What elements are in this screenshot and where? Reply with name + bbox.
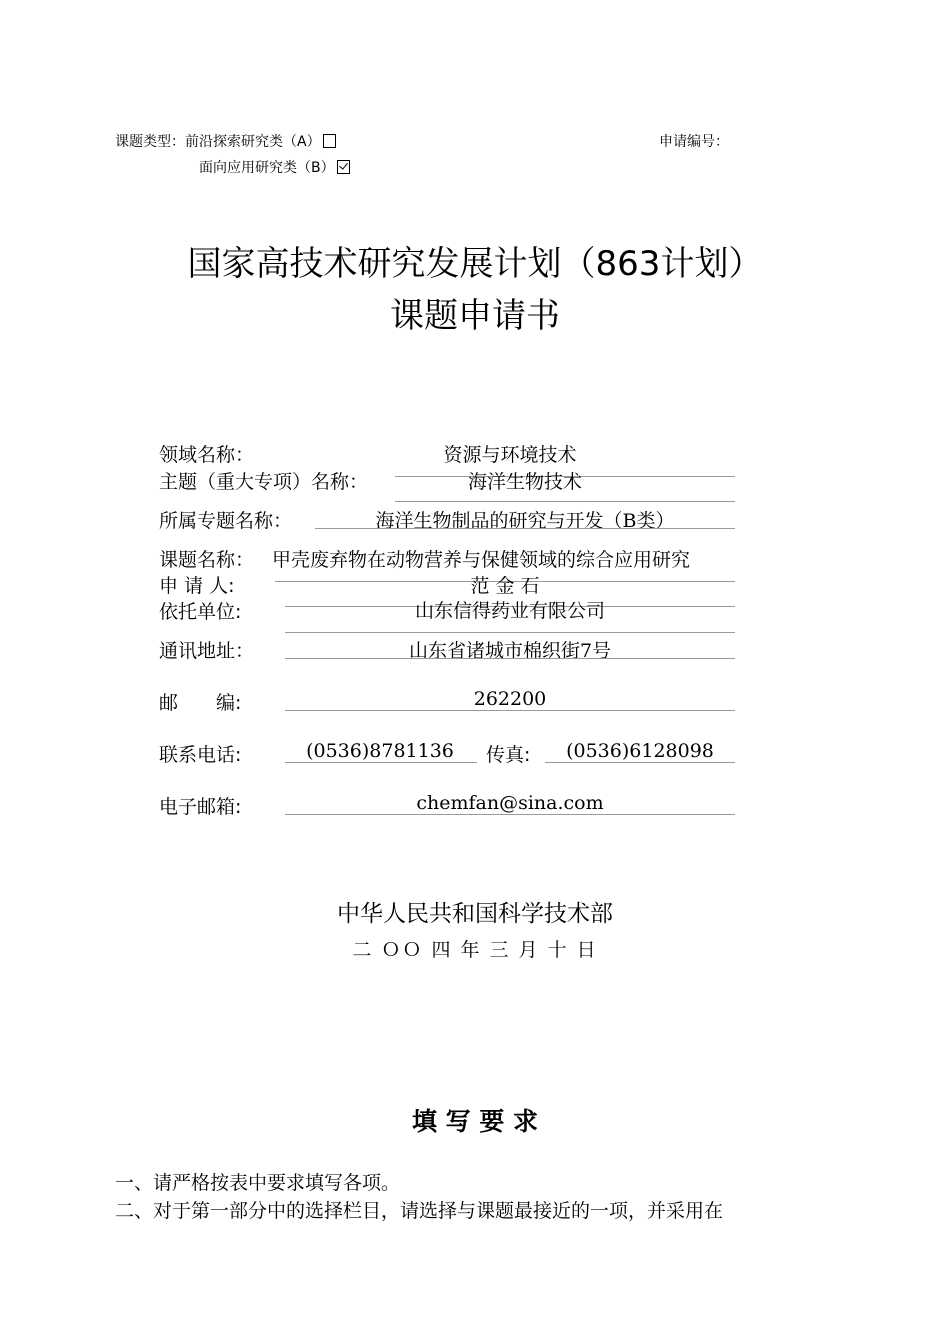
postcode-label: 邮 编:	[159, 692, 242, 714]
address-underline	[285, 658, 735, 659]
requirement-item-2: 二、对于第一部分中的选择栏目，请选择与课题最接近的一项，并采用在	[115, 1200, 724, 1222]
subject-underline	[315, 528, 735, 529]
subject-label: 所属专题名称：	[159, 510, 293, 532]
postcode-underline	[285, 710, 735, 711]
applicant-value: 范 金 石	[470, 575, 540, 597]
requirement-item-1: 一、请严格按表中要求填写各项。	[115, 1172, 401, 1194]
email-value: chemfan@sina.com	[416, 792, 604, 814]
subject-value: 海洋生物制品的研究与开发（B类）	[375, 510, 675, 532]
fax-value: (0536)6128098	[566, 740, 714, 762]
host-unit-value: 山东信得药业有限公司	[414, 600, 605, 622]
theme-label: 主题（重大专项）名称：	[159, 471, 369, 493]
email-label: 电子邮箱:	[159, 796, 242, 818]
host-unit-label: 依托单位:	[159, 601, 242, 623]
phone-label: 联系电话:	[159, 744, 242, 766]
phone-underline	[285, 762, 477, 763]
document-subtitle: 课题申请书	[390, 296, 560, 336]
theme-underline-2	[395, 501, 735, 502]
fax-underline	[545, 762, 735, 763]
project-category-b	[199, 157, 350, 177]
issuing-ministry: 中华人民共和国科学技术部	[337, 901, 613, 927]
theme-value: 海洋生物技术	[467, 471, 582, 493]
domain-value: 资源与环境技术	[443, 444, 577, 466]
option-a-checkbox[interactable]	[323, 134, 336, 148]
option-b-label: 面向应用研究类（B）	[199, 160, 335, 176]
application-number-label: 申请编号：	[659, 134, 729, 150]
project-name-value: 甲壳废弃物在动物营养与保健领域的综合应用研究	[272, 549, 691, 571]
address-label: 通讯地址：	[159, 640, 255, 662]
phone-value: (0536)8781136	[306, 740, 454, 762]
postcode-value: 262200	[473, 688, 547, 710]
document-title: 国家高技术研究发展计划（863计划）	[187, 244, 763, 284]
fax-label: 传真:	[486, 744, 531, 766]
category-label: 课题类型：	[115, 134, 185, 150]
option-a-label: 前沿探索研究类（A）	[185, 134, 321, 150]
issue-date: 二 ＯＯ 四 年 三 月 十 日	[352, 939, 598, 961]
option-b-checkbox[interactable]	[337, 160, 350, 174]
project-name-label: 课题名称：	[159, 549, 255, 571]
requirements-heading: 填 写 要 求	[411, 1107, 539, 1136]
address-value: 山东省诸城市棉织街7号	[408, 640, 612, 662]
email-underline	[285, 814, 735, 815]
domain-label: 领域名称：	[159, 444, 255, 466]
host-unit-underline	[285, 632, 735, 633]
applicant-label: 申 请 人:	[159, 575, 235, 597]
project-category	[115, 131, 336, 151]
